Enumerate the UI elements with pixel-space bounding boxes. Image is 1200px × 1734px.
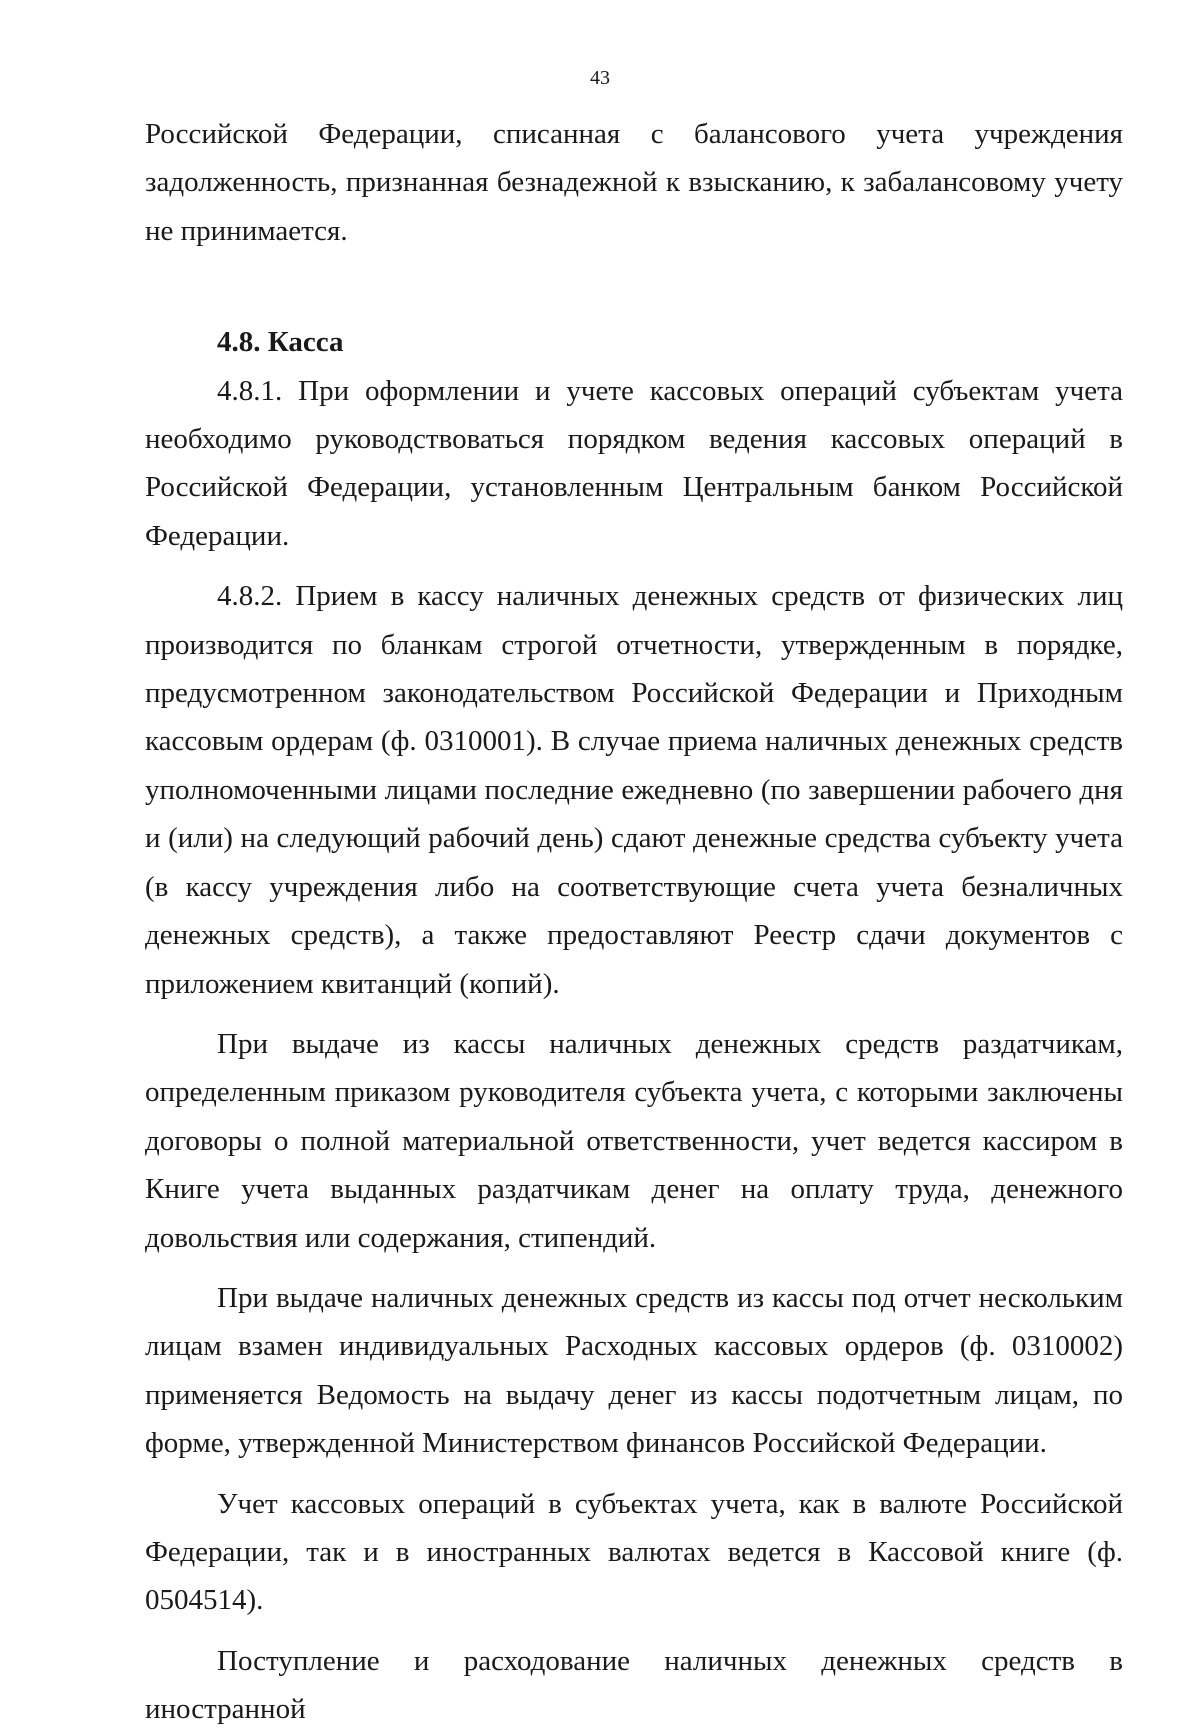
paragraph-4-8-2: 4.8.2. Прием в кассу наличных денежных средств от физических лиц производится по бланкам строгой отчетности, утвержденным в порядке, предусмотренном законодательством Российской Федерации и Приходным кассовым ордерам (ф. 0310001). В случае приема наличных денежных средств уполномоченными лицами последние ежедневно (по завершении рабочего дня и (или) на следующий рабочий день) сдают денежные средства субъекту учета (в кассу учреждения либо на соответствующие счета учета безналичных денежных средств), а также предоставляют Реестр сдачи документов с приложением квитанций (копий). xyxy=(145,580,1123,1000)
paragraph-cash-dispensers: При выдаче из кассы наличных денежных средств раздатчикам, определенным приказом руководителя субъекта учета, с которыми заключены договоры о полной материальной ответственности, учет ведется кассиром в Книге учета выданных раздатчикам денег на оплату труда, денежного довольствия или содержания, стипендий. xyxy=(145,1027,1123,1254)
intro-paragraph: Российской Федерации, списанная с балансового учета учреждения задолженность, признанная безнадежной к взысканию, к забалансовому учету не принимается. xyxy=(145,118,1123,247)
paragraph-cash-book: Учет кассовых операций в субъектах учета, как в валюте Российской Федерации, так и в иностранных валютах ведется в Кассовой книге (ф. 0504514). xyxy=(145,1487,1123,1617)
paragraph-foreign-currency: Поступление и расходование наличных денежных средств в иностранной xyxy=(145,1644,1123,1726)
document-body xyxy=(145,110,1123,1734)
paragraph-accountable-persons: При выдаче наличных денежных средств из кассы под отчет нескольким лицам взамен индивидуальных Расходных кассовых ордеров (ф. 0310002) применяется Ведомость на выдачу денег из кассы подотчетным лицам, по форме, утвержденной Министерством финансов Российской Федерации. xyxy=(145,1281,1123,1460)
section-heading: 4.8. Касса xyxy=(217,326,344,359)
paragraph-4-8-1: 4.8.1. При оформлении и учете кассовых операций субъектам учета необходимо руководствоваться порядком ведения кассовых операций в Российской Федерации, установленным Центральным банком Российской Федерации. xyxy=(145,374,1123,552)
page-number: 43 xyxy=(590,67,610,89)
